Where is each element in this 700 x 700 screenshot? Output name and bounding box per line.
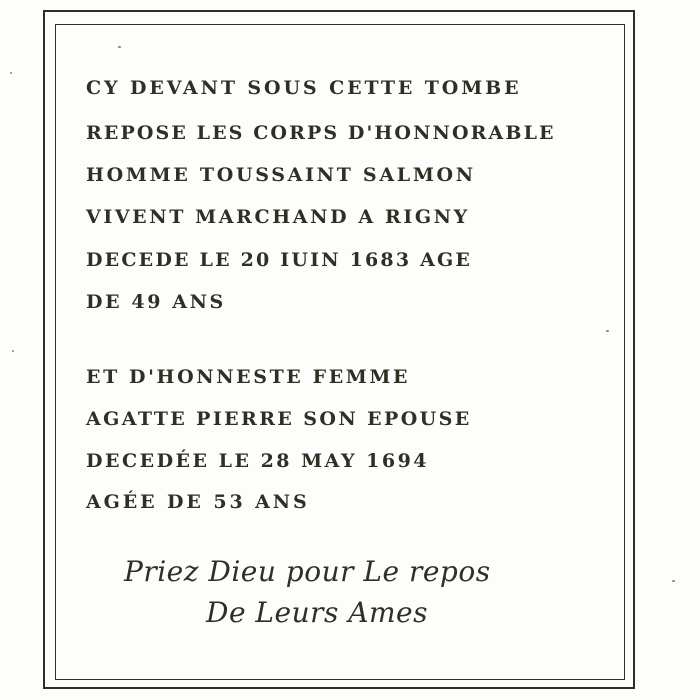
epitaph-line: ET D'HONNESTE FEMME <box>86 366 411 388</box>
epitaph-line: AGÉE DE 53 ANS <box>86 491 310 513</box>
epitaph-line: VIVENT MARCHAND A RIGNY <box>86 206 470 228</box>
epitaph-line: HOMME TOUSSAINT SALMON <box>86 164 476 186</box>
speck <box>12 350 14 352</box>
speck <box>10 72 12 74</box>
epitaph-line: REPOSE LES CORPS D'HONNORABLE <box>86 122 556 144</box>
prayer-line: Priez Dieu pour Le repos <box>124 555 491 588</box>
epitaph-line: DE 49 ANS <box>86 291 226 313</box>
epitaph-line: DECEDE LE 20 IUIN 1683 AGE <box>86 249 473 271</box>
epitaph-line: CY DEVANT SOUS CETTE TOMBE <box>86 77 522 99</box>
prayer-line: De Leurs Ames <box>206 596 428 629</box>
speck <box>672 580 675 582</box>
epitaph-line: DECEDÉE LE 28 MAY 1694 <box>86 450 430 472</box>
epitaph-line: AGATTE PIERRE SON EPOUSE <box>86 408 472 430</box>
